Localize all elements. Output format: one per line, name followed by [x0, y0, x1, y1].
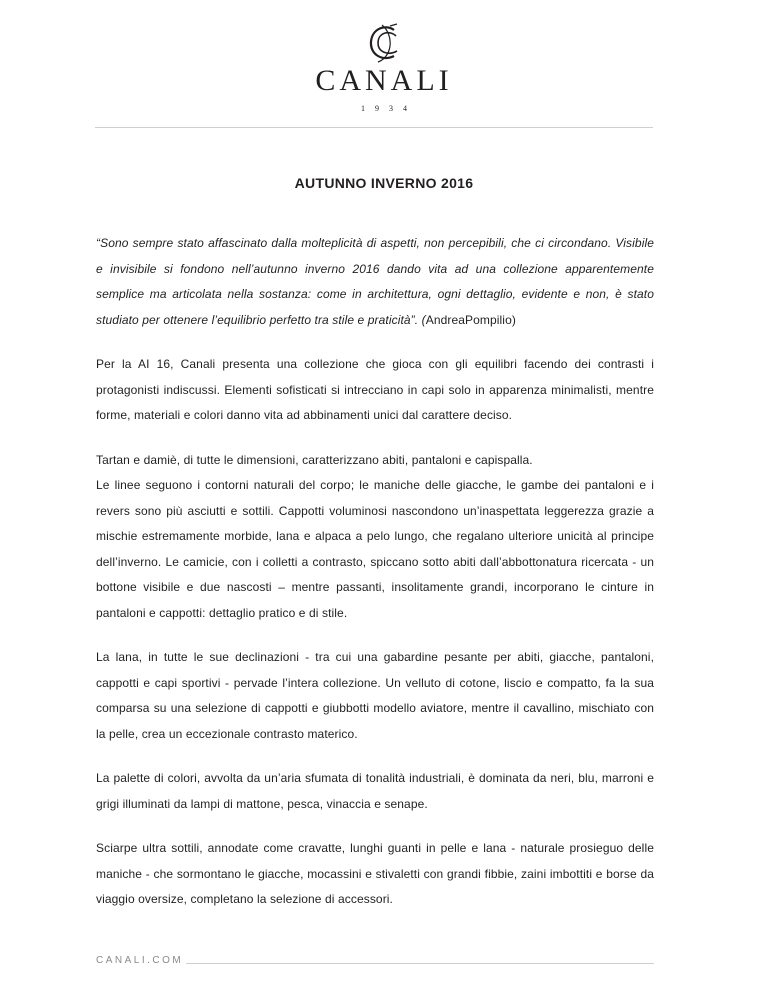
paragraph: La palette di colori, avvolta da un’aria sfumata di tonalità industriali, è dominata da neri, blu, marroni e grigi illuminati da lampi di mattone, pesca, vinaccia e senape. [96, 771, 654, 811]
paragraph: Le linee seguono i contorni naturali del corpo; le maniche delle giacche, le gambe dei pantaloni e i revers sono più asciutti e sottili. Cappotti voluminosi nascondono un’inaspettata leggerezza grazie a mischie estremamente morbide, lana e alpaca a pelo lungo, che regalano ulteriore unicità al principe dell’inverno. Le camicie, con i colletti a contrasto, spiccano sotto abiti dall’abbottonatura ricercata - un bottone visibile e due nascosti – mentre passanti, insolitamente grandi, incorporano le cinture in pantaloni e cappotti: dettaglio pratico e di stile. [96, 478, 654, 620]
paragraph: Tartan e damiè, di tutte le dimensioni, caratterizzano abiti, pantaloni e capispalla. [96, 452, 533, 467]
brand-name: CANALI [315, 64, 453, 97]
footer-divider [186, 963, 654, 964]
quote-paragraph [96, 231, 654, 333]
quote-text: “Sono sempre stato affascinato dalla molteplicità di aspetti, non percepibili, che ci circondano. Visibile e invisibile si fondono nell’autunno inverno 2016 dando vita ad una collezione apparentemente semplice ma articolata nella sostanza: come in architettura, ogni dettaglio, evidente e non, è stato studiato per ottenere l’equilibrio perfetto tra stile e praticità”. ( [96, 236, 654, 327]
brand-year: 1934 [361, 104, 417, 113]
quote-author: AndreaPompilio) [425, 312, 516, 327]
paragraph: Sciarpe ultra sottili, annodate come cravatte, lunghi guanti in pelle e lana - naturale prosieguo delle maniche - che sormontano le giacche, mocassini e stivaletti con grandi fibbie, zaini imbottiti e borse da viaggio oversize, completano la selezione di accessori. [96, 841, 654, 906]
paragraph: Per la AI 16, Canali presenta una collezione che gioca con gli equilibri facendo dei contrasti i protagonisti indiscussi. Elementi sofisticati si intrecciano in capi solo in apparenza minimalisti, mentre forme, materiali e colori danno vita ad abbinamenti unici dal carattere deciso. [96, 357, 654, 422]
monogram-icon [364, 22, 404, 64]
header-divider [95, 127, 653, 128]
paragraph: La lana, in tutte le sue declinazioni - tra cui una gabardine pesante per abiti, giacche, pantaloni, cappotti e capi sportivi - pervade l’intera collezione. Un velluto di cotone, liscio e compatto, fa la sua comparsa su una selezione di cappotti e giubbotti modello aviatore, mentre il cavallino, mischiato con la pelle, crea un eccezionale contrasto materico. [96, 650, 654, 741]
brand-logo [0, 22, 768, 113]
document-title: AUTUNNO INVERNO 2016 [294, 175, 474, 191]
document-body [96, 231, 654, 932]
footer-website-link[interactable]: CANALI.COM [96, 955, 184, 966]
